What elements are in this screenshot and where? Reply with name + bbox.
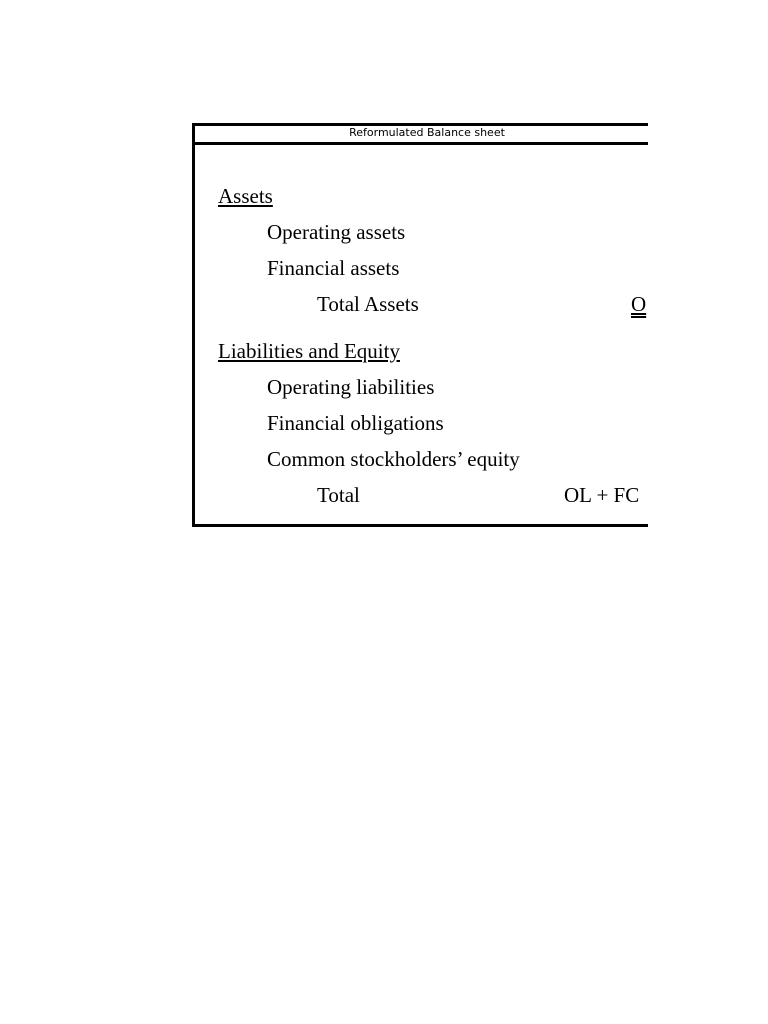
operating-liabilities-label: Operating liabilities bbox=[267, 375, 435, 399]
table-left-border bbox=[192, 123, 195, 527]
total-liabilities-value: OL + FC bbox=[564, 483, 640, 507]
sheet-title: Reformulated Balance sheet bbox=[349, 126, 505, 139]
balance-sheet-table bbox=[192, 123, 648, 527]
liabilities-heading: Liabilities and Equity bbox=[218, 339, 400, 363]
assets-heading: Assets bbox=[218, 184, 273, 208]
total-liabilities-label: Total bbox=[317, 483, 360, 507]
total-assets-label: Total Assets bbox=[317, 292, 419, 316]
table-bottom-border bbox=[192, 524, 648, 527]
financial-obligations-label: Financial obligations bbox=[267, 411, 444, 435]
operating-assets-label: Operating assets bbox=[267, 220, 406, 244]
title-separator bbox=[192, 142, 648, 145]
financial-assets-label: Financial assets bbox=[267, 256, 400, 280]
total-assets-value: O bbox=[631, 292, 647, 316]
common-equity-label: Common stockholders’ equity bbox=[267, 447, 520, 471]
